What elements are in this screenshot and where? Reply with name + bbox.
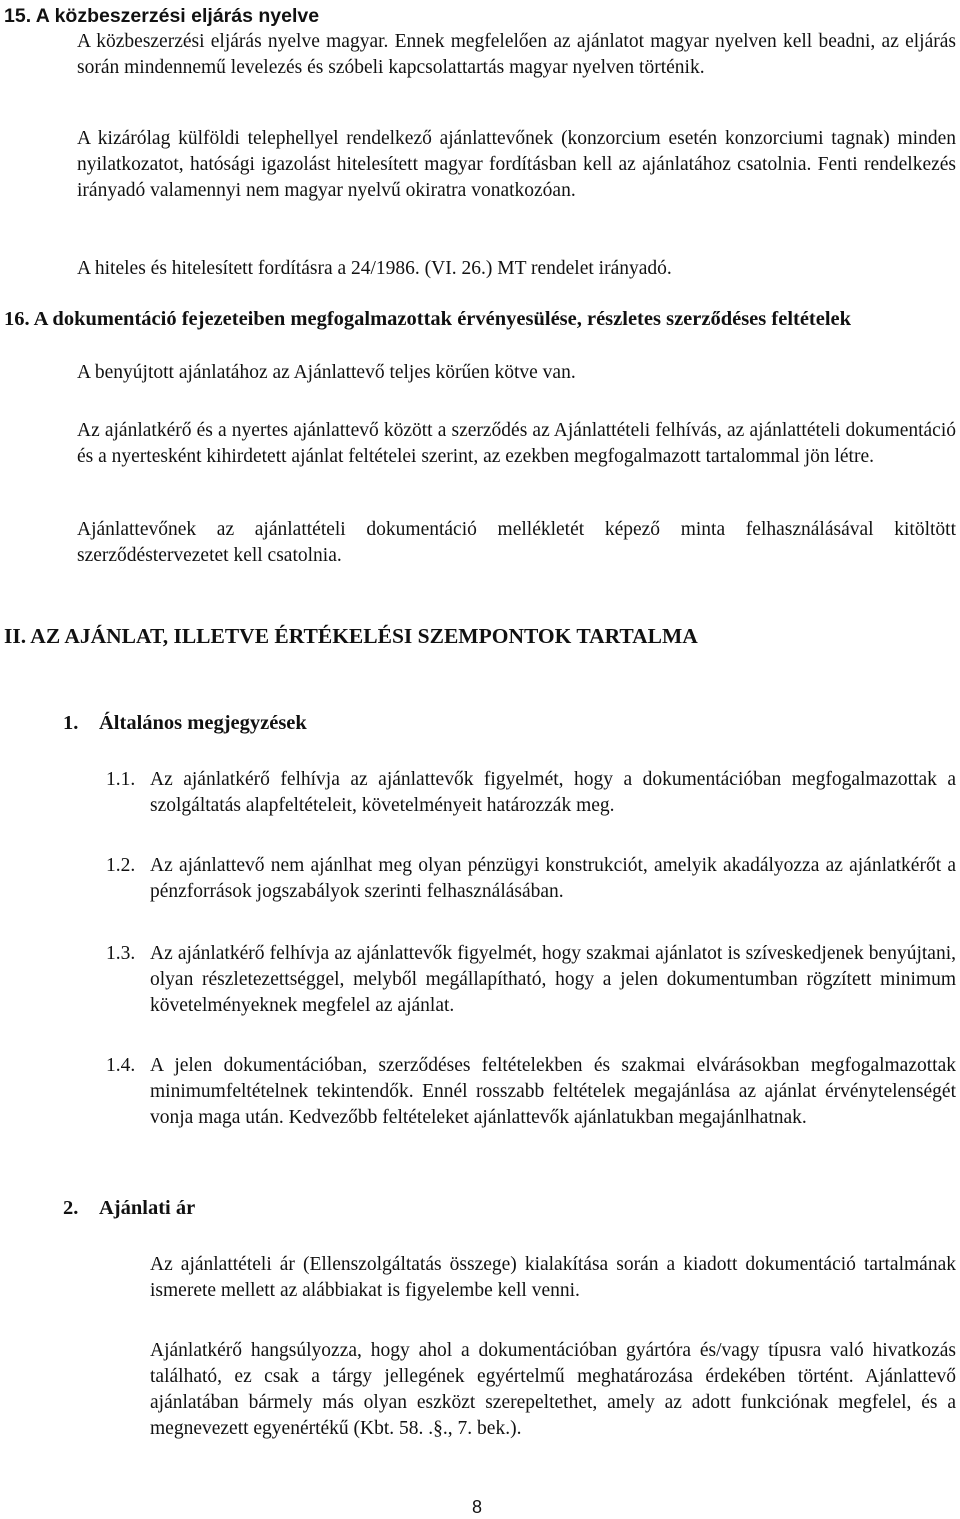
item-number: 1.2. <box>106 855 136 876</box>
section-16-paragraph-3: Ajánlattevőnek az ajánlattételi dokumentáció mellékletét képező minta felhasználásával kitöltött szerződéstervezetet kell csatolnia. <box>77 519 956 566</box>
item-number: 1.4. <box>106 1055 136 1076</box>
sec2-paragraph-2: Ajánlatkérő hangsúlyozza, hogy ahol a dokumentációban gyártóra és/vagy típusra való hivatkozás található, ez csak a tárgy jellegének egyértelmű meghatározása érdekében történt. Ajánlattevő ajánlatában bármely más olyan eszközt szerepeltethet, amely az adott funkciónak megfelel, és a megnevezett egyenértékű (Kbt. 58. .§., 7. bek.). <box>150 1340 956 1439</box>
section-15-heading: 15. A közbeszerzési eljárás nyelve <box>4 5 320 27</box>
sec2-number: 2. <box>63 1197 79 1219</box>
section-16-heading: 16. A dokumentáció fejezeteiben megfogalmazottak érvényesülése, részletes szerződéses feltételek <box>4 308 852 330</box>
section-16-paragraph-1: A benyújtott ajánlatához az Ajánlattevő teljes körűen kötve van. <box>77 362 576 383</box>
item-number: 1.3. <box>106 943 136 964</box>
sec1-title: Általános megjegyzések <box>99 712 307 734</box>
section-15-paragraph-1: A közbeszerzési eljárás nyelve magyar. Ennek megfelelően az ajánlatot magyar nyelven kell beadni, az eljárás során mindennemű levelezés és szóbeli kapcsolattartás magyar nyelven történik. <box>77 31 956 78</box>
item-text: Az ajánlatkérő felhívja az ajánlattevők figyelmét, hogy szakmai ajánlatot is szíveskedjenek benyújtani, olyan részletezettséggel, melyből megállapítható, hogy a jelen dokumentumban rögzített minimum követelményeknek megfelel az ajánlat. <box>150 943 956 1016</box>
section-15-paragraph-2: A kizárólag külföldi telephellyel rendelkező ajánlattevőnek (konzorcium esetén konzorciumi tagnak) minden nyilatkozatot, hatósági igazolást hitelesített magyar fordításban kell az ajánlatához csatolnia. Fenti rendelkezés irányadó valamennyi nem magyar nyelvű okiratra vonatkozóan. <box>77 128 956 201</box>
item-number: 1.1. <box>106 769 136 790</box>
sec2-title: Ajánlati ár <box>99 1197 196 1219</box>
item-text: Az ajánlattevő nem ajánlhat meg olyan pénzügyi konstrukciót, amelyik akadályozza az ajánlatkérőt a pénzforrások jogszabályok szerinti felhasználásában. <box>150 855 956 902</box>
item-text: A jelen dokumentációban, szerződéses feltételekben és szakmai elvárásokban megfogalmazottak minimumfeltételnek tekintendők. Ennél rosszabb feltételek megajánlása az ajánlat érvénytelenségét vonja maga után. Kedvezőbb feltételeket ajánlattevők ajánlatukban megajánlhatnak. <box>150 1055 956 1128</box>
item-text: Az ajánlatkérő felhívja az ajánlattevők figyelmét, hogy a dokumentációban megfogalmazottak a szolgáltatás alapfeltételeit, követelményeit határozzák meg. <box>150 769 956 816</box>
sec2-paragraph-1: Az ajánlattételi ár (Ellenszolgáltatás összege) kialakítása során a kiadott dokumentáció tartalmának ismerete mellett az alábbiakat is figyelembe kell venni. <box>150 1254 956 1301</box>
section-15-paragraph-3: A hiteles és hitelesített fordításra a 24/1986. (VI. 26.) MT rendelet irányadó. <box>77 258 672 279</box>
sec1-number: 1. <box>63 712 79 734</box>
section-16-paragraph-2: Az ajánlatkérő és a nyertes ajánlattevő között a szerződés az Ajánlattételi felhívás, az ajánlattételi dokumentáció és a nyertesként kihirdetett ajánlat feltételei szerint, az ezekben megfogalmazott tartalommal jön létre. <box>77 420 956 467</box>
part-2-heading: II. AZ AJÁNLAT, ILLETVE ÉRTÉKELÉSI SZEMPONTOK TARTALMA <box>4 624 698 648</box>
page-number: 8 <box>472 1497 483 1517</box>
